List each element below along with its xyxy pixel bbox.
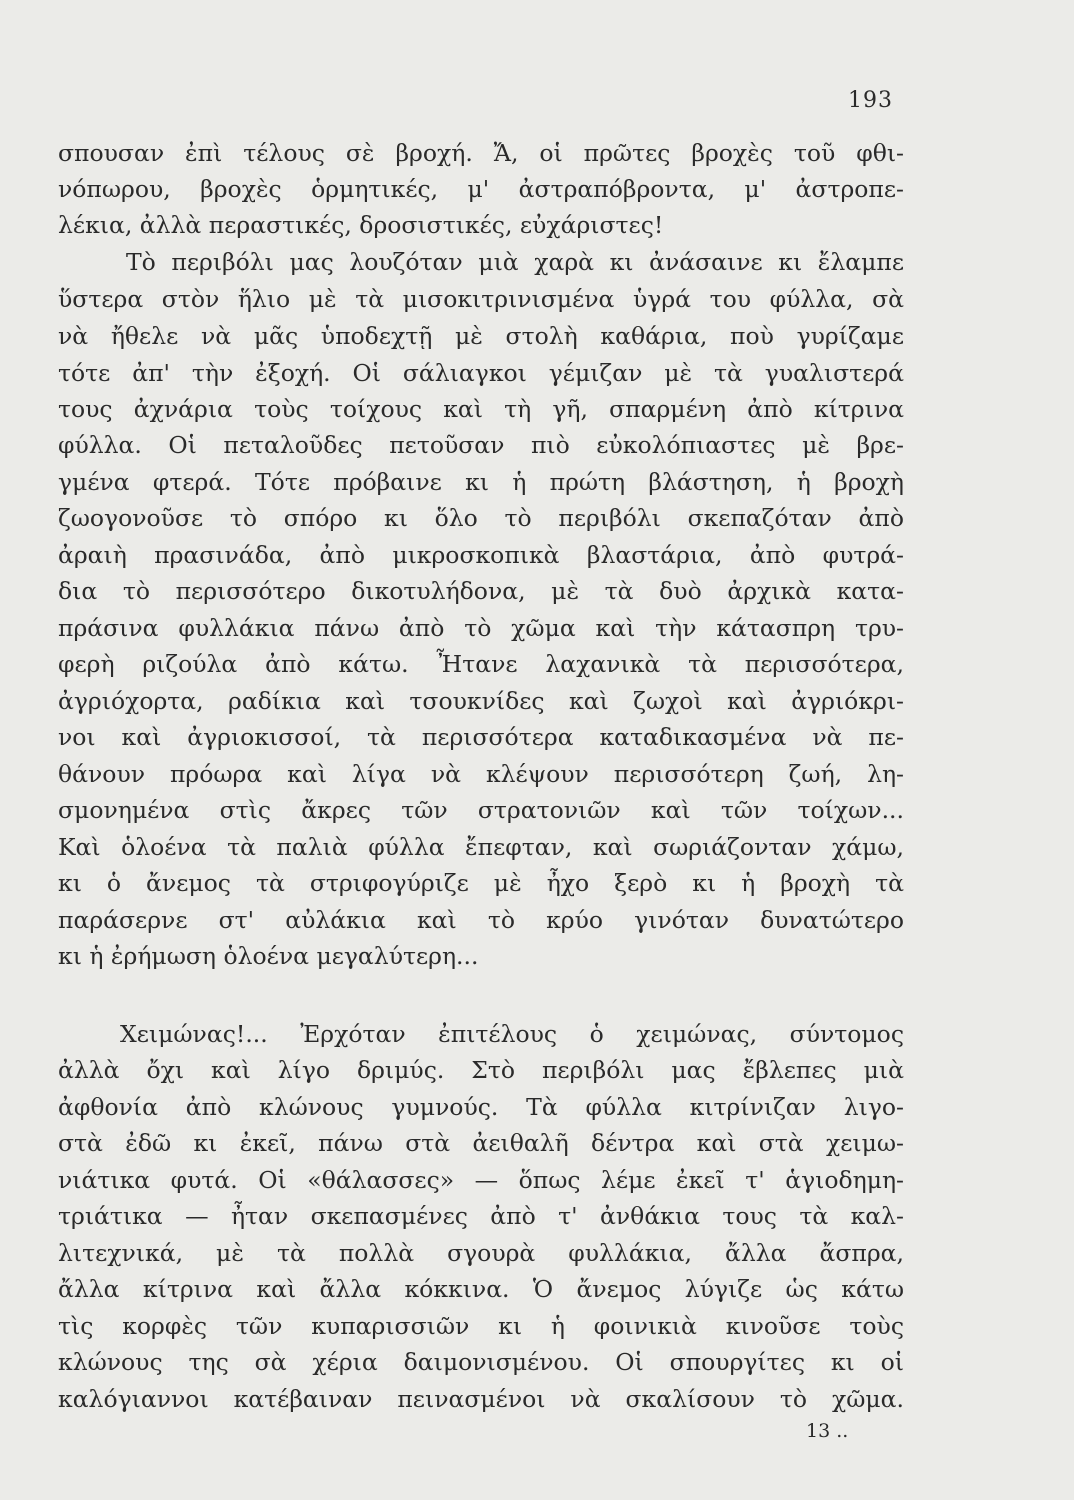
signature-mark: 13 .. [806,1420,849,1442]
text-line: τὶς κορφὲς τῶν κυπαρισσιῶν κι ἡ φοινικιὰ κινοῦσε τοὺς [58,1312,904,1340]
text-line: ἀφθονία ἀπὸ κλώνους γυμνούς. Τὰ φύλλα κιτρίνιζαν λιγο- [58,1093,904,1121]
text-line: ἄλλα κίτρινα καὶ ἄλλα κόκκινα. Ὁ ἄνεμος λύγιζε ὡς κάτω [58,1275,904,1303]
text-line: παράσερνε στ' αὐλάκια καὶ τὸ κρύο γινόταν δυνατώτερο [58,906,904,934]
text-line: Καὶ ὁλοένα τὰ παλιὰ φύλλα ἔπεφταν, καὶ σωριάζονταν χάμω, [58,833,904,861]
text-line: σπουσαν ἐπὶ τέλους σὲ βροχή. Ἄ, οἱ πρῶτες βροχὲς τοῦ φθι- [58,139,904,167]
text-line: καλόγιαννοι κατέβαιναν πεινασμένοι νὰ σκαλίσουν τὸ χῶμα. [58,1385,904,1413]
text-line: δια τὸ περισσότερο δικοτυλήδονα, μὲ τὰ δυὸ ἀρχικὰ κατα- [58,577,904,605]
text-line: κι ὁ ἄνεμος τὰ στριφογύριζε μὲ ἦχο ξερὸ κι ἡ βροχὴ τὰ [58,869,904,897]
text-line: πράσινα φυλλάκια πάνω ἀπὸ τὸ χῶμα καὶ τὴν κάτασπρη τρυ- [58,614,904,642]
text-line: νὰ ἤθελε νὰ μᾶς ὑποδεχτῇ μὲ στολὴ καθάρια, ποὺ γυρίζαμε [58,322,904,350]
text-line: νοι καὶ ἀγριοκισσοί, τὰ περισσότερα καταδικασμένα νὰ πε- [58,723,904,751]
text-line: θάνουν πρόωρα καὶ λίγα νὰ κλέψουν περισσότερη ζωή, λη- [58,760,904,788]
text-line: ἀγριόχορτα, ραδίκια καὶ τσουκνίδες καὶ ζωχοὶ καὶ ἀγριόκρι- [58,687,904,715]
text-line: κι ἡ ἐρήμωση ὁλοένα μεγαλύτερη... [58,942,479,970]
text-line: τριάτικα — ἦταν σκεπασμένες ἀπὸ τ' ἀνθάκια τους τὰ καλ- [58,1202,904,1230]
text-line: φερὴ ριζούλα ἀπὸ κάτω. Ἦτανε λαχανικὰ τὰ περισσότερα, [58,650,904,678]
text-line: τότε ἀπ' τὴν ἐξοχή. Οἱ σάλιαγκοι γέμιζαν μὲ τὰ γυαλιστερά [58,359,904,387]
text-line: νόπωρου, βροχὲς ὁρμητικές, μ' ἀστραπόβροντα, μ' ἀστροπε- [58,175,904,203]
text-line: τους ἀχνάρια τοὺς τοίχους καὶ τὴ γῆ, σπαρμένη ἀπὸ κίτρινα [58,395,904,423]
page-number: 193 [848,88,893,113]
text-line: κλώνους της σὰ χέρια δαιμονισμένου. Οἱ σπουργίτες κι οἱ [58,1348,904,1376]
text-line: στὰ ἐδῶ κι ἐκεῖ, πάνω στὰ ἀειθαλῆ δέντρα καὶ στὰ χειμω- [58,1129,904,1157]
text-line: ὕστερα στὸν ἥλιο μὲ τὰ μισοκιτρινισμένα ὑγρά του φύλλα, σὰ [58,285,904,313]
text-line: λέκια, ἀλλὰ περαστικές, δροσιστικές, εὐχάριστες! [58,211,664,239]
text-line: λιτεχνικά, μὲ τὰ πολλὰ σγουρὰ φυλλάκια, ἄλλα ἄσπρα, [58,1239,904,1267]
text-line: σμονημένα στὶς ἄκρες τῶν στρατονιῶν καὶ τῶν τοίχων... [58,796,904,824]
text-line: φύλλα. Οἱ πεταλοῦδες πετοῦσαν πιὸ εὐκολόπιαστες μὲ βρε- [58,431,904,459]
text-line: ἀλλὰ ὄχι καὶ λίγο δριμύς. Στὸ περιβόλι μας ἔβλεπες μιὰ [58,1056,904,1084]
text-line: νιάτικα φυτά. Οἱ «θάλασσες» — ὅπως λέμε ἐκεῖ τ' ἁγιοδημη- [58,1166,904,1194]
text-line: ἀραιὴ πρασινάδα, ἀπὸ μικροσκοπικὰ βλαστάρια, ἀπὸ φυτρά- [58,541,904,569]
text-line: γμένα φτερά. Τότε πρόβαινε κι ἡ πρώτη βλάστηση, ἡ βροχὴ [58,468,904,496]
text-line: Χειμώνας!... Ἐρχόταν ἐπιτέλους ὁ χειμώνας, σύντομος [120,1020,904,1048]
text-line: Τὸ περιβόλι μας λουζόταν μιὰ χαρὰ κι ἀνάσαινε κι ἔλαμπε [126,248,904,276]
text-line: ζωογονοῦσε τὸ σπόρο κι ὅλο τὸ περιβόλι σκεπαζόταν ἀπὸ [58,504,904,532]
